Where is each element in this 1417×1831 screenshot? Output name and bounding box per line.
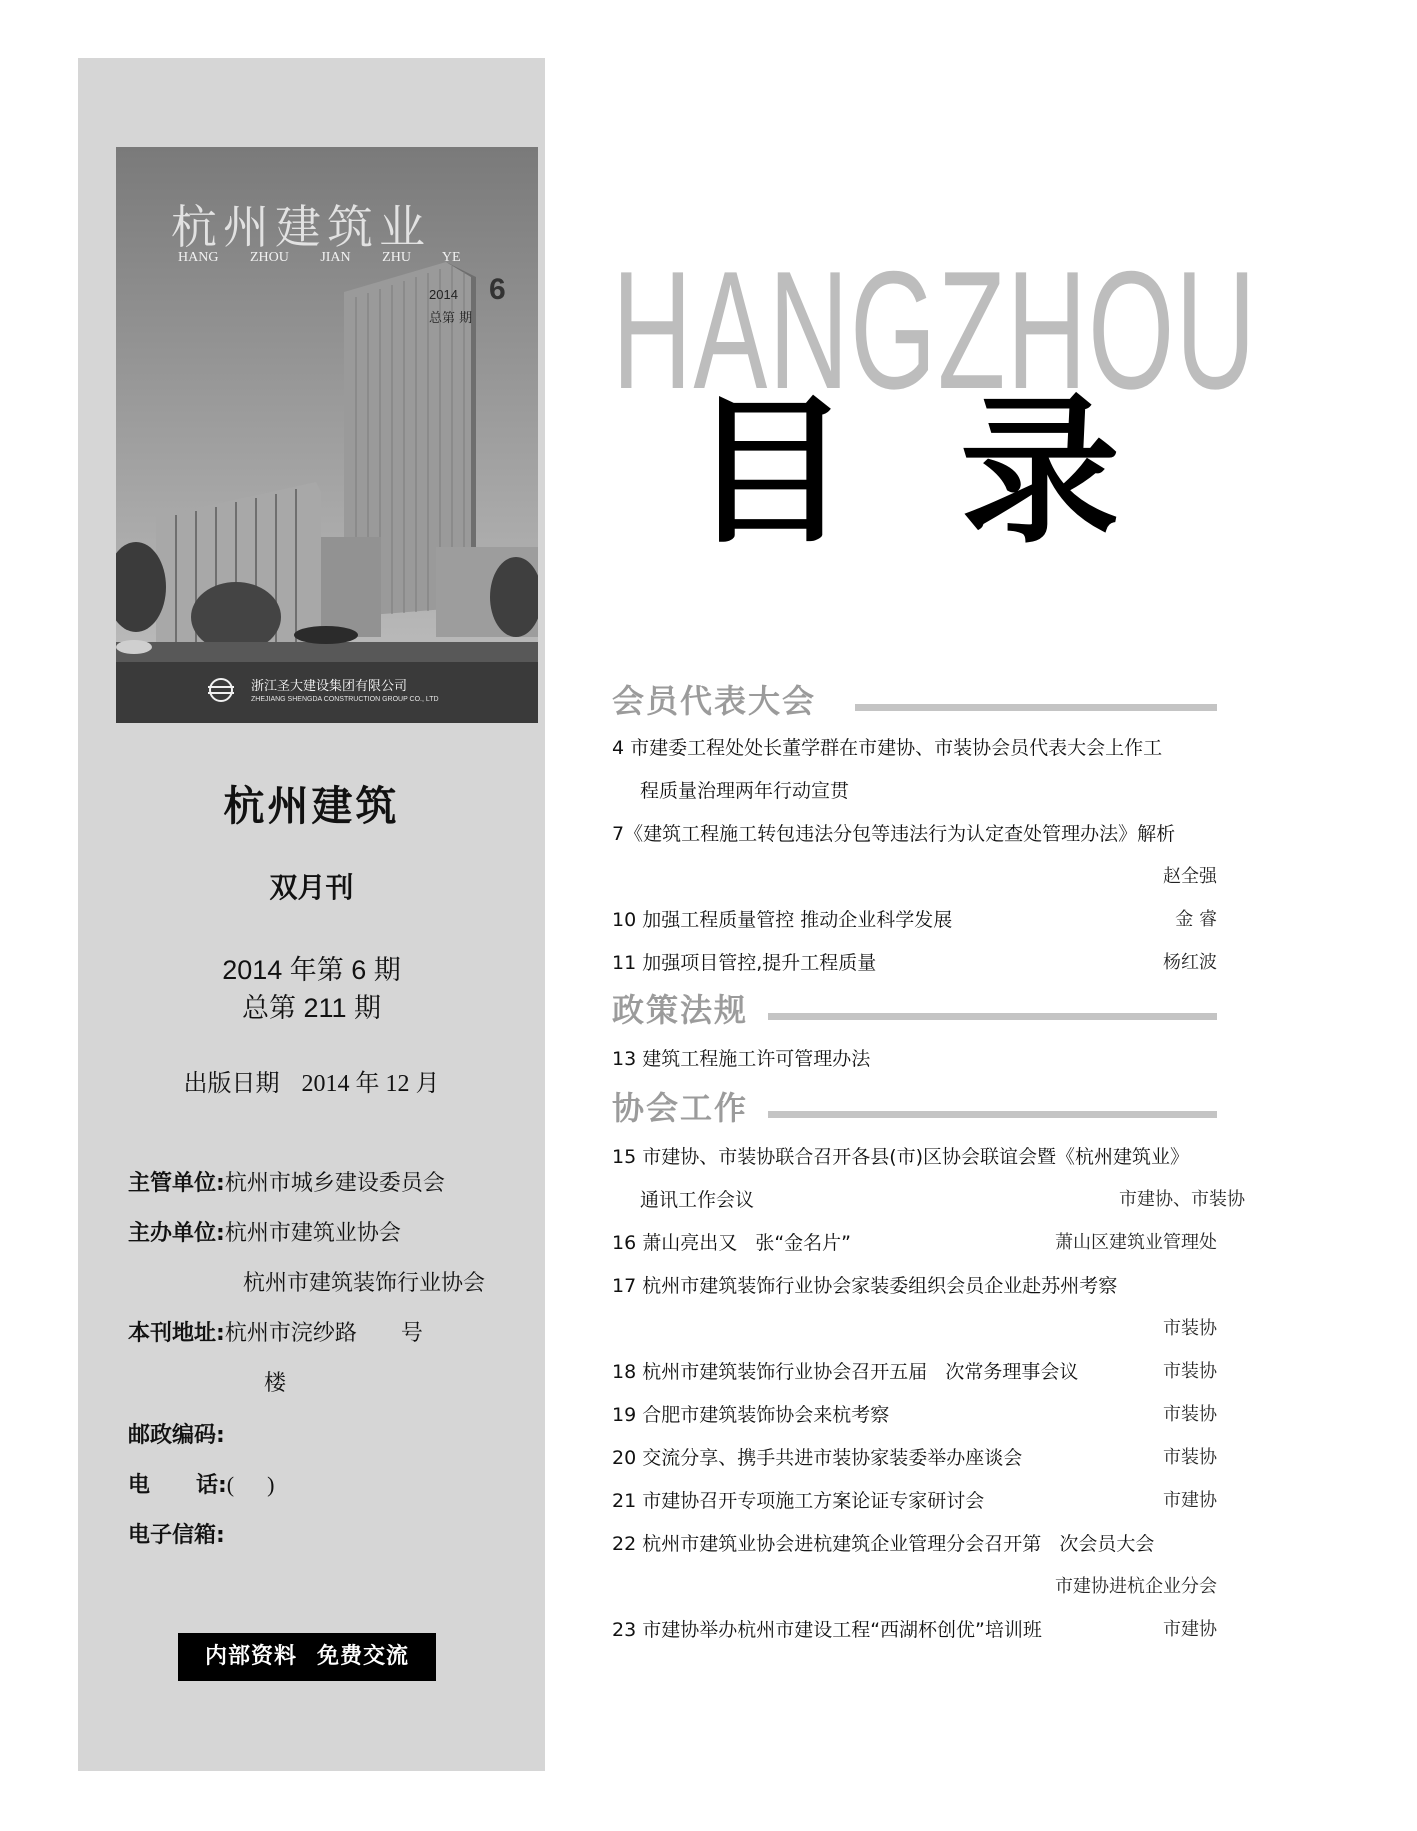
postcode-label: 邮政编码: xyxy=(128,1423,225,1448)
address-value: 杭州市浣纱路 号 xyxy=(224,1320,423,1345)
toc-entry: 15 市建协、市装协联合召开各县(市)区协会联谊会暨《杭州建筑业》 xyxy=(612,1146,1190,1168)
address-label: 本刊地址: xyxy=(128,1321,225,1346)
supervisor-label: 主管单位: xyxy=(128,1171,225,1196)
toc-entry: 4 市建委工程处处长董学群在市建协、市装协会员代表大会上作工 xyxy=(612,737,1163,759)
badge-right-text: 免费交流 xyxy=(317,1644,410,1669)
toc-author: 金 睿 xyxy=(1175,909,1217,930)
toc-entry-title: 通讯工作会议 xyxy=(640,1189,755,1211)
company-logo-icon xyxy=(204,677,238,703)
cover-company-english: ZHEJIANG SHENGDA CONSTRUCTION GROUP CO., LTD xyxy=(251,696,439,703)
toc-entry xyxy=(612,905,1217,932)
publication-name: 杭州建筑 xyxy=(223,782,400,830)
toc-entry-title: 11 加强项目管控,提升工程质量 xyxy=(612,952,877,974)
toc-entry xyxy=(612,1228,1217,1255)
toc-entry-title: 18 杭州市建筑装饰行业协会召开五届 次常务理事会议 xyxy=(612,1361,1079,1383)
toc-author: 市装协 xyxy=(1163,1318,1217,1339)
phone-label: 电 话: xyxy=(128,1473,227,1498)
sponsor-value-2: 杭州市建筑装饰行业协会 xyxy=(243,1270,486,1295)
toc-author: 市装协 xyxy=(1163,1404,1217,1425)
magazine-cover-image xyxy=(116,147,538,723)
sponsor-label: 主办单位: xyxy=(128,1221,225,1246)
toc-author: 市建协 xyxy=(1163,1490,1217,1511)
toc-entry: 13 建筑工程施工许可管理办法 xyxy=(612,1048,871,1070)
badge-left-text: 内部资料 xyxy=(204,1644,297,1669)
supervisor-row xyxy=(128,1166,445,1197)
address-row-2 xyxy=(264,1366,286,1397)
section-heading-association-work: 协会工作 xyxy=(612,1089,749,1127)
toc-entry: 22 杭州市建筑业协会进杭建筑企业管理分会召开第 次会员大会 xyxy=(612,1533,1155,1555)
section-rule xyxy=(768,1111,1217,1118)
toc-entry-continuation xyxy=(612,1185,1245,1212)
phone-row xyxy=(128,1468,274,1499)
section-rule xyxy=(855,704,1217,711)
toc-entry xyxy=(612,1357,1217,1384)
section-heading-members-congress: 会员代表大会 xyxy=(612,682,817,720)
sponsor-value-1: 杭州市建筑业协会 xyxy=(224,1220,401,1245)
toc-entry-title: 23 市建协举办杭州市建设工程“西湖杯创优”培训班 xyxy=(612,1619,1042,1641)
toc-entry xyxy=(612,1443,1217,1470)
toc-entry xyxy=(612,948,1217,975)
toc-entry xyxy=(612,1615,1217,1642)
publication-frequency: 双月刊 xyxy=(269,871,354,904)
address-value-2: 楼 xyxy=(264,1370,287,1395)
toc-entry-title: 19 合肥市建筑装饰协会来杭考察 xyxy=(612,1404,890,1426)
email-row xyxy=(128,1518,225,1549)
toc-entry-continuation: 程质量治理两年行动宣贯 xyxy=(640,780,850,802)
toc-author: 市建协进杭企业分会 xyxy=(1055,1576,1217,1597)
toc-author: 萧山区建筑业管理处 xyxy=(1055,1232,1217,1253)
cover-pinyin: HANG ZHOU JIAN ZHU YE xyxy=(178,250,461,265)
issue-info xyxy=(78,951,545,1027)
phone-value: ( ) xyxy=(226,1472,275,1497)
toc-author: 市装协 xyxy=(1163,1361,1217,1382)
toc-entry xyxy=(612,1486,1217,1513)
section-heading-policy-regulations: 政策法规 xyxy=(612,991,749,1029)
toc-entry-title: 20 交流分享、携手共进市装协家装委举办座谈会 xyxy=(612,1447,1023,1469)
english-city-heading: HANGZHOU xyxy=(612,236,1258,424)
toc-entry xyxy=(612,1400,1217,1427)
issue-line: 2014 年第 6 期 xyxy=(222,955,401,985)
cover-total-issue: 总第 期 xyxy=(429,311,473,326)
toc-entry: 7《建筑工程施工转包违法分包等违法行为认定查处管理办法》解析 xyxy=(612,823,1176,845)
toc-entry-title: 21 市建协召开专项施工方案论证专家研讨会 xyxy=(612,1490,985,1512)
cover-issue-number: 6 xyxy=(489,273,506,306)
pubdate-label: 出版日期 xyxy=(183,1071,280,1097)
pubdate-value: 2014 年 12 月 xyxy=(301,1071,440,1097)
email-label: 电子信箱: xyxy=(128,1523,225,1548)
toc-author: 赵全强 xyxy=(1163,866,1217,887)
internal-material-badge xyxy=(178,1633,436,1681)
toc-author: 杨红波 xyxy=(1163,952,1217,973)
toc-author: 市装协 xyxy=(1163,1447,1217,1468)
cover-company-name: 浙江圣大建设集团有限公司 xyxy=(251,679,408,694)
postcode-row xyxy=(128,1418,225,1449)
address-row xyxy=(128,1316,423,1347)
toc-entry-title: 16 萧山亮出又 张“金名片” xyxy=(612,1232,852,1254)
toc-author: 市建协、市装协 xyxy=(1119,1189,1245,1210)
cover-year: 2014 xyxy=(429,287,458,302)
toc-entry-title: 10 加强工程质量管控 推动企业科学发展 xyxy=(612,909,953,931)
total-issue-line: 总第 211 期 xyxy=(241,993,382,1023)
toc-author: 市建协 xyxy=(1163,1619,1217,1640)
supervisor-value: 杭州市城乡建设委员会 xyxy=(224,1170,445,1195)
section-rule xyxy=(768,1013,1217,1020)
sponsor-row xyxy=(128,1216,401,1247)
toc-entry: 17 杭州市建筑装饰行业协会家装委组织会员企业赴苏州考察 xyxy=(612,1275,1118,1297)
left-sidebar xyxy=(78,58,545,1771)
publication-date xyxy=(78,1063,545,1098)
cover-title: 杭州建筑业 xyxy=(171,200,431,254)
toc-title-char-2: 录 xyxy=(960,378,1121,565)
toc-title-char-1: 目 xyxy=(690,378,851,565)
sponsor-row-2 xyxy=(243,1266,485,1297)
